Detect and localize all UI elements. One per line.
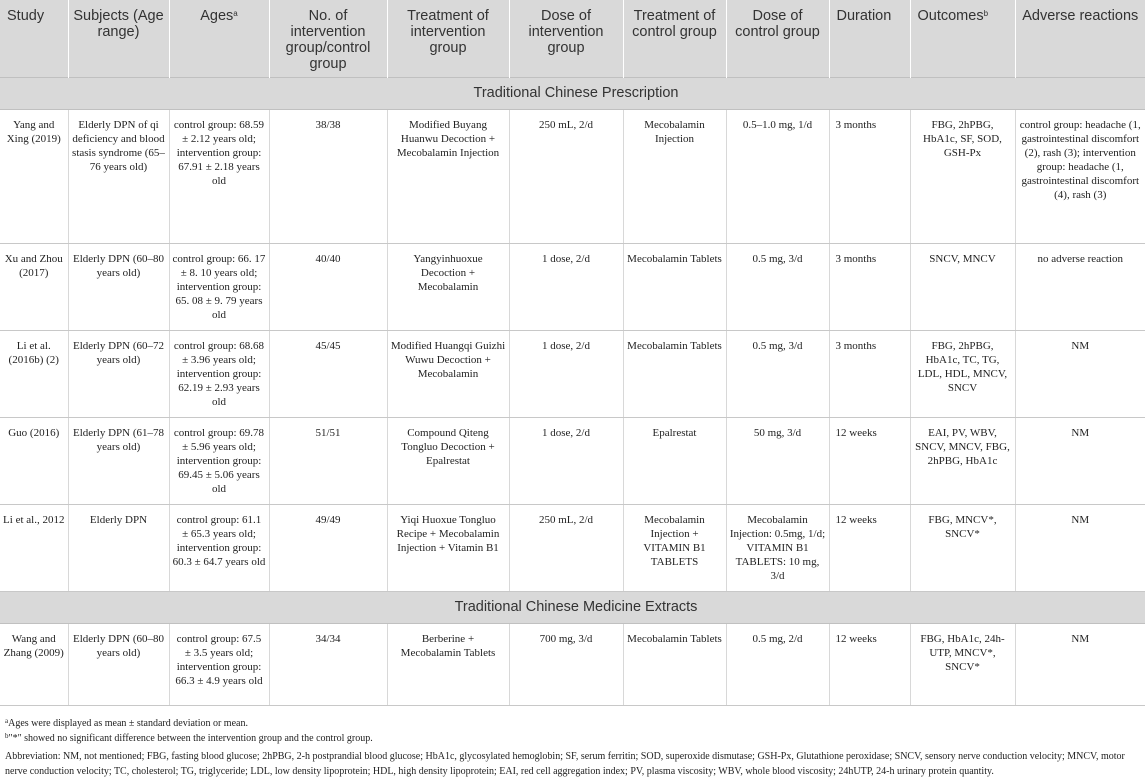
table-row: [0, 623, 1145, 705]
cell-ages: control group: 67.5 ± 3.5 years old; intervention group: 66.3 ± 4.9 years old: [169, 623, 269, 705]
cell-outcomes: FBG, 2hPBG, HbA1c, SF, SOD, GSH-Px: [910, 109, 1015, 243]
cell-duration: 12 weeks: [829, 623, 910, 705]
cell-dose-intervention: 250 mL, 2/d: [509, 109, 623, 243]
header-group-size: No. of intervention group/control group: [269, 0, 387, 77]
footnote-a-marker: a: [233, 9, 238, 18]
table-row: [0, 243, 1145, 330]
cell-ages: control group: 66. 17 ± 8. 10 years old; intervention group: 65. 08 ± 9. 79 years old: [169, 243, 269, 330]
header-adverse-reactions: Adverse reactions: [1015, 0, 1145, 77]
header-treatment-control: Treatment of control group: [623, 0, 726, 77]
cell-ages: control group: 69.78 ± 5.96 years old; intervention group: 69.45 ± 5.06 years old: [169, 417, 269, 504]
cell-subjects: Elderly DPN (61–78 years old): [68, 417, 169, 504]
section-row: [0, 77, 1145, 109]
cell-study: Yang and Xing (2019): [0, 109, 68, 243]
header-dose-intervention: Dose of intervention group: [509, 0, 623, 77]
cell-ages: control group: 61.1 ± 65.3 years old; intervention group: 60.3 ± 64.7 years old: [169, 504, 269, 591]
cell-outcomes: EAI, PV, WBV, SNCV, MNCV, FBG, 2hPBG, HbA1c: [910, 417, 1015, 504]
cell-outcomes: FBG, MNCV*, SNCV*: [910, 504, 1015, 591]
cell-treatment-intervention: Compound Qiteng Tongluo Decoction + Epalrestat: [387, 417, 509, 504]
section-title: Traditional Chinese Medicine Extracts: [0, 591, 1145, 623]
cell-subjects: Elderly DPN (60–80 years old): [68, 623, 169, 705]
cell-duration: 3 months: [829, 243, 910, 330]
cell-subjects: Elderly DPN (60–80 years old): [68, 243, 169, 330]
cell-study: Li et al., 2012: [0, 504, 68, 591]
footnote-b-text: "*" showed no significant difference between the intervention group and the control group.: [8, 733, 373, 744]
cell-study: Wang and Zhang (2009): [0, 623, 68, 705]
cell-dose-intervention: 1 dose, 2/d: [509, 243, 623, 330]
cell-dose-control: 50 mg, 3/d: [726, 417, 829, 504]
cell-treatment-control: Mecobalamin Tablets: [623, 330, 726, 417]
cell-study: Guo (2016): [0, 417, 68, 504]
cell-dose-intervention: 1 dose, 2/d: [509, 417, 623, 504]
cell-outcomes: FBG, HbA1c, 24h-UTP, MNCV*, SNCV*: [910, 623, 1015, 705]
table-row: [0, 504, 1145, 591]
abbreviation-note: Abbreviation: NM, not mentioned; FBG, fasting blood glucose; 2hPBG, 2-h postprandial blood glucose; HbA1c, glycosylated hemoglobin; SF, serum ferritin; SOD, superoxide dismutase; GSH-Px, Glutathione peroxidase; SNCV, sensory nerve conduction velocity; MNCV, motor nerve conduction velocity; TC, cholesterol; TG, triglyceride; LDL, low density lipoprotein; HDL, high density lipoprotein; EAI, red cell aggregation index; PV, plasma viscosity; WBV, whole blood viscosity; 24hUTP, 24-h urinary protein quantity.: [5, 751, 1125, 777]
cell-group-size: 49/49: [269, 504, 387, 591]
table-row: [0, 109, 1145, 243]
header-study: Study: [0, 0, 68, 77]
section-title: Traditional Chinese Prescription: [0, 77, 1145, 109]
cell-subjects: Elderly DPN of qi deficiency and blood stasis syndrome (65–76 years old): [68, 109, 169, 243]
header-row: [0, 0, 1145, 77]
cell-dose-intervention: 1 dose, 2/d: [509, 330, 623, 417]
cell-dose-control: 0.5 mg, 3/d: [726, 243, 829, 330]
cell-treatment-control: Epalrestat: [623, 417, 726, 504]
cell-duration: 12 weeks: [829, 417, 910, 504]
cell-adverse-reactions: no adverse reaction: [1015, 243, 1145, 330]
cell-dose-control: 0.5 mg, 3/d: [726, 330, 829, 417]
cell-group-size: 34/34: [269, 623, 387, 705]
header-dose-control: Dose of control group: [726, 0, 829, 77]
cell-treatment-intervention: Yiqi Huoxue Tongluo Recipe + Mecobalamin Injection + Vitamin B1: [387, 504, 509, 591]
cell-treatment-intervention: Modified Huangqi Guizhi Wuwu Decoction + Mecobalamin: [387, 330, 509, 417]
cell-duration: 3 months: [829, 330, 910, 417]
cell-treatment-control: Mecobalamin Injection: [623, 109, 726, 243]
footnote-b: [5, 731, 1140, 746]
cell-treatment-intervention: Berberine + Mecobalamin Tablets: [387, 623, 509, 705]
cell-subjects: Elderly DPN (60–72 years old): [68, 330, 169, 417]
cell-group-size: 45/45: [269, 330, 387, 417]
header-outcomes: Outcomes$^b$: [910, 0, 1015, 77]
cell-group-size: 40/40: [269, 243, 387, 330]
footnote-a: [5, 716, 1140, 731]
table-header: [0, 0, 1145, 77]
footnote-a-mark: a: [5, 717, 9, 725]
cell-subjects: Elderly DPN: [68, 504, 169, 591]
cell-duration: 3 months: [829, 109, 910, 243]
section-row: [0, 591, 1145, 623]
cell-treatment-intervention: Yangyinhuoxue Decoction + Mecobalamin: [387, 243, 509, 330]
footnote-b-mark: b: [5, 732, 9, 740]
header-ages: Ages$^a$: [169, 0, 269, 77]
cell-study: Xu and Zhou (2017): [0, 243, 68, 330]
cell-outcomes: FBG, 2hPBG, HbA1c, TC, TG, LDL, HDL, MNCV, SNCV: [910, 330, 1015, 417]
table-row: [0, 417, 1145, 504]
cell-ages: control group: 68.68 ± 3.96 years old; intervention group: 62.19 ± 2.93 years old: [169, 330, 269, 417]
cell-duration: 12 weeks: [829, 504, 910, 591]
cell-treatment-control: Mecobalamin Injection + VITAMIN B1 TABLETS: [623, 504, 726, 591]
header-duration: Duration: [829, 0, 910, 77]
cell-study: Li et al. (2016b) (2): [0, 330, 68, 417]
header-treatment-intervention: Treatment of intervention group: [387, 0, 509, 77]
cell-dose-intervention: 250 mL, 2/d: [509, 504, 623, 591]
cell-dose-control: Mecobalamin Injection: 0.5mg, 1/d; VITAMIN B1 TABLETS: 10 mg, 3/d: [726, 504, 829, 591]
cell-adverse-reactions: NM: [1015, 623, 1145, 705]
cell-adverse-reactions: control group: headache (1, gastrointestinal discomfort (2), rash (3); intervention group: headache (1, gastrointestinal discomfort (4), rash (3): [1015, 109, 1145, 243]
cell-adverse-reactions: NM: [1015, 417, 1145, 504]
table-row: [0, 330, 1145, 417]
cell-adverse-reactions: NM: [1015, 330, 1145, 417]
cell-dose-control: 0.5 mg, 2/d: [726, 623, 829, 705]
cell-dose-control: 0.5–1.0 mg, 1/d: [726, 109, 829, 243]
footnote-b-marker: b: [983, 9, 989, 18]
cell-dose-intervention: 700 mg, 3/d: [509, 623, 623, 705]
cell-group-size: 38/38: [269, 109, 387, 243]
table-body: [0, 77, 1145, 705]
cell-treatment-control: Mecobalamin Tablets: [623, 623, 726, 705]
header-subjects: Subjects (Age range): [68, 0, 169, 77]
cell-treatment-intervention: Modified Buyang Huanwu Decoction + Mecobalamin Injection: [387, 109, 509, 243]
cell-ages: control group: 68.59 ± 2.12 years old; intervention group: 67.91 ± 2.18 years old: [169, 109, 269, 243]
cell-outcomes: SNCV, MNCV: [910, 243, 1015, 330]
cell-treatment-control: Mecobalamin Tablets: [623, 243, 726, 330]
table-footnotes: [5, 716, 1140, 779]
cell-group-size: 51/51: [269, 417, 387, 504]
footnote-a-text: Ages were displayed as mean ± standard deviation or mean.: [8, 718, 248, 729]
cell-adverse-reactions: NM: [1015, 504, 1145, 591]
